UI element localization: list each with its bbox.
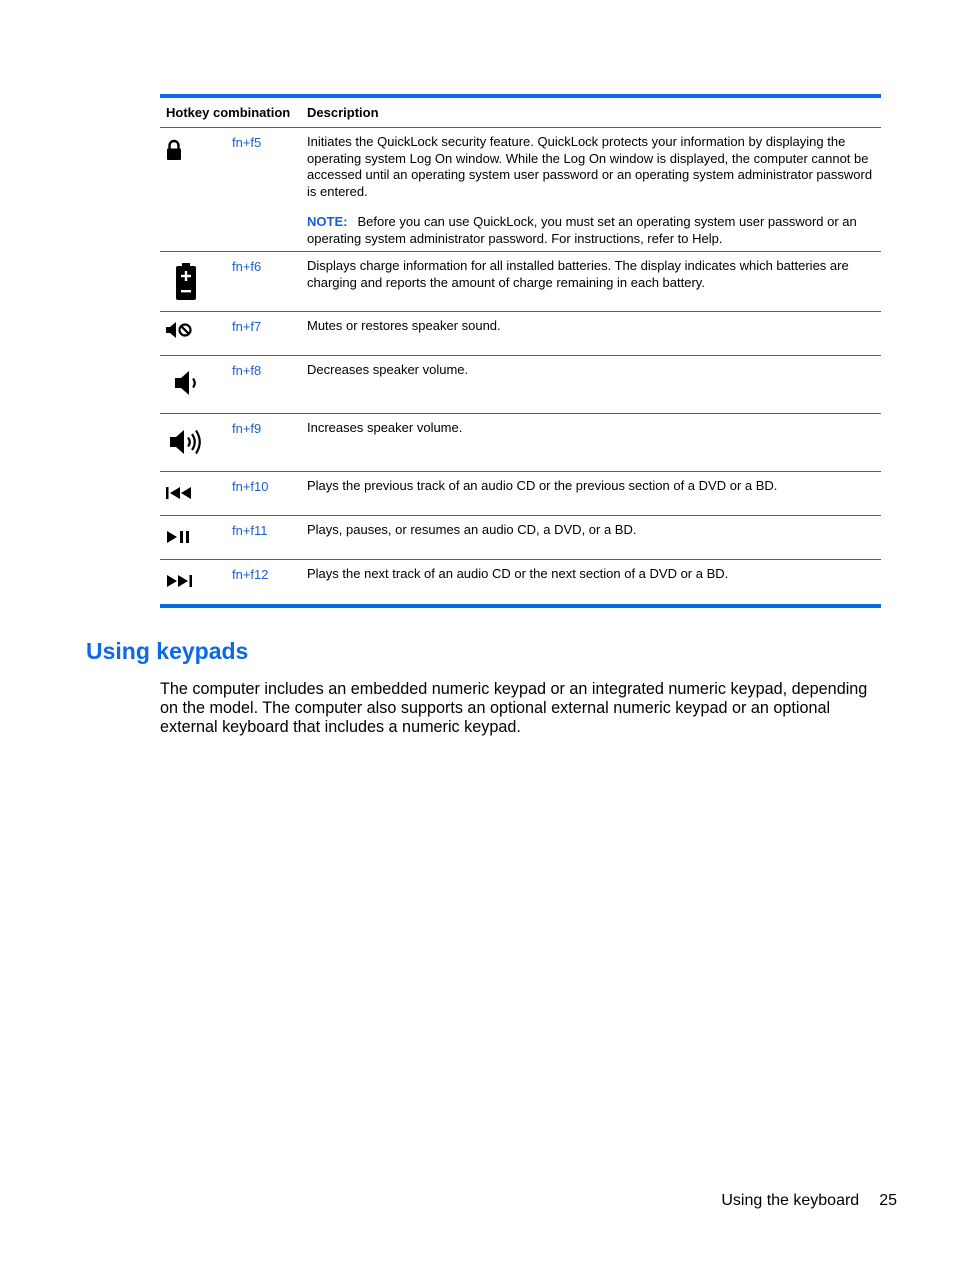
table-row — [160, 560, 881, 604]
description-cell — [307, 312, 873, 343]
hotkey-label: fn+f12 — [232, 567, 269, 582]
description-cell — [307, 516, 873, 547]
description-text: Decreases speaker volume. — [307, 362, 469, 377]
description-cell — [307, 414, 873, 445]
header-hotkey-combination: Hotkey combination — [166, 105, 291, 120]
description-text: Initiates the QuickLock security feature. QuickLock protects your information by displaying the operating system Log On window. While the Log On window is displayed, the computer cannot be accessed until an operating system user password or an operating system administrator password is entered. — [307, 134, 873, 199]
description-text: Increases speaker volume. — [307, 420, 463, 435]
description-cell — [307, 356, 873, 387]
note-label: NOTE: — [307, 214, 348, 229]
table-row — [160, 414, 881, 472]
volume-down-icon — [174, 369, 200, 402]
chapter-title: Using the keyboard — [721, 1192, 860, 1209]
previous-track-icon — [165, 486, 193, 504]
page-footer — [721, 1192, 897, 1210]
hotkey-label: fn+f8 — [232, 363, 262, 378]
header-description: Description — [307, 105, 379, 120]
table-row — [160, 252, 881, 312]
description-text: Displays charge information for all installed batteries. The display indicates which batteries are charging and reports the amount of charge remaining in each battery. — [307, 258, 849, 290]
table-row — [160, 516, 881, 560]
table-row — [160, 472, 881, 516]
hotkey-label: fn+f9 — [232, 421, 262, 436]
hotkey-label: fn+f10 — [232, 479, 269, 494]
table-row — [160, 128, 881, 252]
table-row — [160, 356, 881, 414]
speaker-mute-icon — [165, 321, 193, 344]
table-header — [160, 98, 881, 128]
hotkey-label: fn+f6 — [232, 259, 262, 274]
description-cell — [307, 472, 873, 503]
hotkey-label: fn+f7 — [232, 319, 262, 334]
description-cell — [307, 560, 873, 591]
section-title: Using keypads — [86, 638, 249, 664]
play-pause-icon — [166, 530, 192, 548]
page-number: 25 — [879, 1192, 897, 1209]
description-cell — [307, 252, 873, 299]
hotkey-label: fn+f5 — [232, 135, 262, 150]
note-text: Before you can use QuickLock, you must set an operating system user password or an operating system administrator password. For instructions, refer to Help. — [307, 214, 857, 246]
next-track-icon — [166, 574, 194, 592]
description-text: Plays the next track of an audio CD or the next section of a DVD or a BD. — [307, 566, 729, 581]
lock-icon — [165, 139, 183, 166]
description-text: Mutes or restores speaker sound. — [307, 318, 501, 333]
table-row — [160, 312, 881, 356]
hotkey-table — [160, 94, 881, 608]
description-text: Plays the previous track of an audio CD or the previous section of a DVD or a BD. — [307, 478, 778, 493]
description-cell — [307, 128, 873, 255]
section-body: The computer includes an embedded numeric keypad or an integrated numeric keypad, depending on the model. The computer also supports an optional external numeric keypad or an optional external keyboard that includes a numeric keypad. — [160, 680, 868, 736]
note-paragraph — [307, 214, 873, 247]
description-text: Plays, pauses, or resumes an audio CD, a DVD, or a BD. — [307, 522, 637, 537]
hotkey-label: fn+f11 — [232, 523, 268, 538]
battery-icon — [175, 263, 197, 306]
volume-up-icon — [169, 427, 205, 462]
